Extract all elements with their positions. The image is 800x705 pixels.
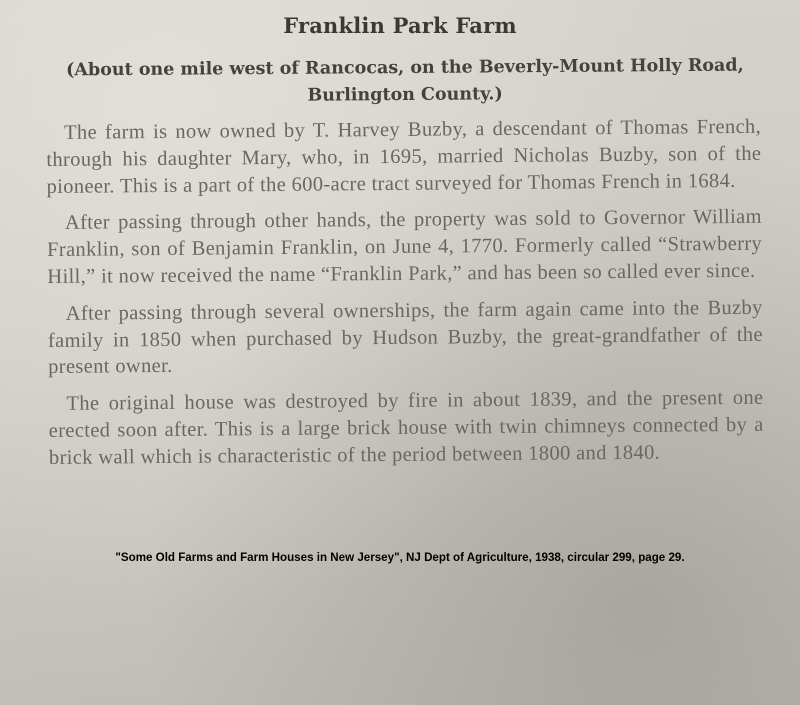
source-caption: "Some Old Farms and Farm Houses in New Jersey", NJ Dept of Agriculture, 1938, circular 299, page 29.: [115, 551, 685, 564]
body-text: [46, 114, 764, 482]
paragraph-franklin: After passing through other hands, the property was sold to Governor William Franklin, son of Benjamin Franklin, on June 4, 1770. Formerly called “Strawberry Hill,” it now received the name “Franklin Park,” and has been so called ever since.: [47, 206, 763, 288]
page-title: Franklin Park Farm: [283, 13, 517, 38]
paragraph-ownership: The farm is now owned by T. Harvey Buzby, a descendant of Thomas French, through his daughter Mary, who, in 1695, married Nicholas Buzby, son of the pioneer. This is a part of the 600-acre tract surveyed for Thomas French in 1684.: [46, 115, 762, 198]
page-subtitle: (About one mile west of Rancocas, on the Beverly-Mount Holly Road, Burlington County.): [66, 55, 744, 106]
paragraph-buzby-family: After passing through several ownerships, the farm again came into the Buzby family in 1850 when purchased by Hudson Buzby, the great-grandfather of the present owner.: [47, 296, 763, 379]
paragraph-house: The original house was destroyed by fire in about 1839, and the present one erected soon after. This is a large brick house with twin chimneys connected by a brick wall which is characteristic of the period between 1800 and 1840.: [48, 386, 764, 469]
